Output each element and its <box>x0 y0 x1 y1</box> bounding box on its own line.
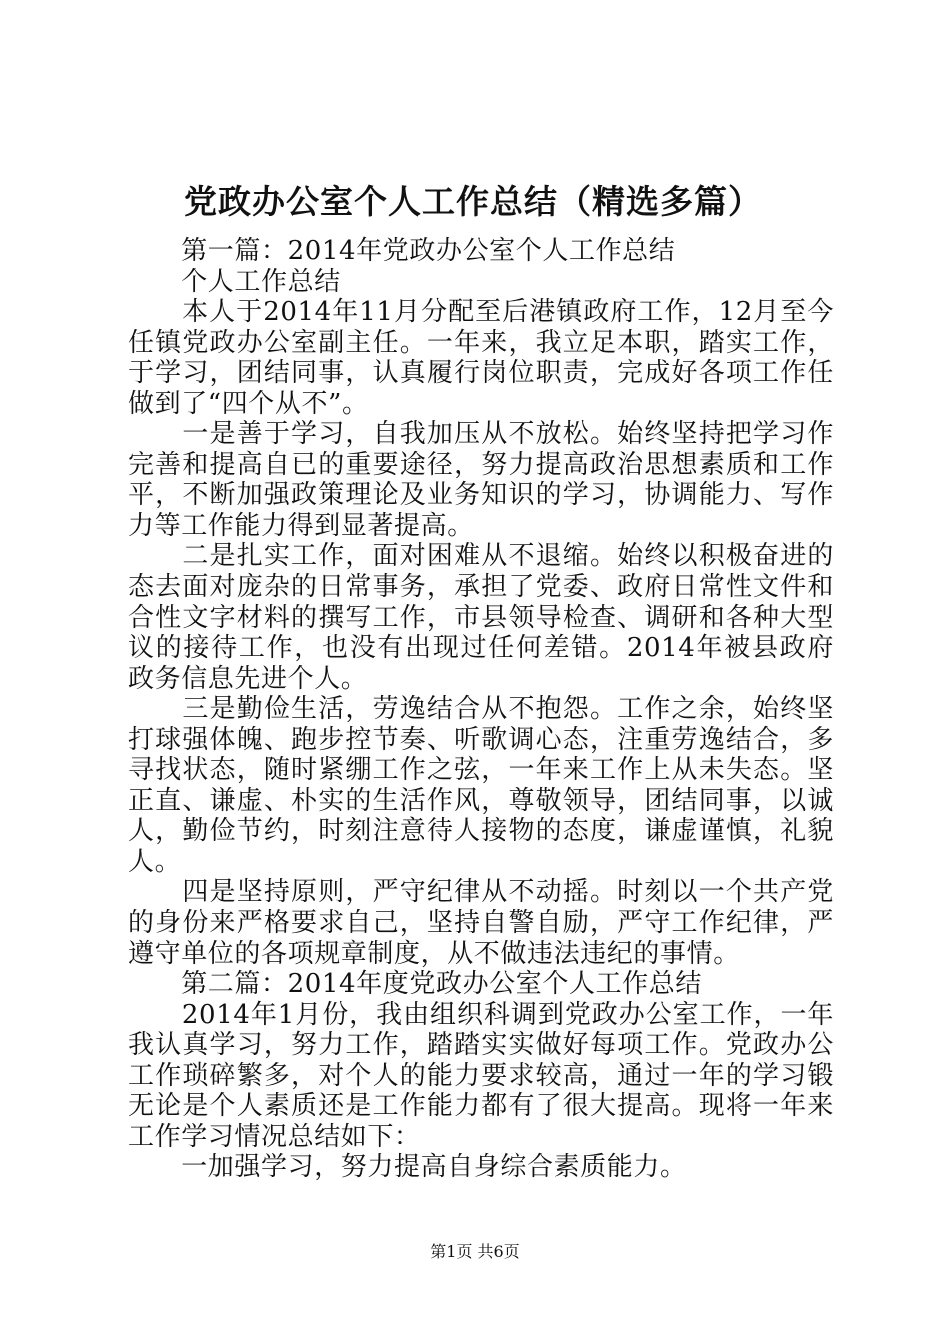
text-line: 一是善于学习，自我加压从不放松。始终坚持把学习作 <box>182 419 834 450</box>
text-line: 打球强体魄、跑步控节奏、听歌调心态，注重劳逸结合，多 <box>128 724 834 755</box>
text-line: 个人工作总结 <box>128 266 341 297</box>
text-line: 任镇党政办公室副主任。一年来，我立足本职，踏实工作， <box>128 327 834 358</box>
text-line: 态去面对庞杂的日常事务，承担了党委、政府日常性文件和 <box>128 572 834 603</box>
text-line: 合性文字材料的撰写工作，市县领导检查、调研和各种大型 <box>128 602 834 633</box>
text-line: 工作琐碎繁多，对个人的能力要求较高，通过一年的学习锻 <box>128 1060 834 1091</box>
text-line: 做到了“四个从不”。 <box>128 388 369 419</box>
text-line: 四是坚持原则，严守纪律从不动摇。时刻以一个共产党 <box>182 877 834 908</box>
text-line: 一加强学习，努力提高自身综合素质能力。 <box>128 1152 687 1183</box>
document-body <box>128 236 834 1183</box>
text-line: 寻找状态，随时紧绷工作之弦，一年来工作上从未失态。坚 <box>128 755 834 786</box>
text-line: 工作学习情况总结如下： <box>128 1121 421 1152</box>
text-line: 正直、谦虚、朴实的生活作风，尊敬领导，团结同事，以诚 <box>128 785 834 816</box>
text-line: 完善和提高自已的重要途径，努力提高政治思想素质和工作 <box>128 449 834 480</box>
text-line: 于学习，团结同事，认真履行岗位职责，完成好各项工作任 <box>128 358 834 389</box>
text-line: 人。 <box>128 846 182 877</box>
text-line: 政务信息先进个人。 <box>128 663 368 694</box>
text-line: 的身份来严格要求自己，坚持自警自励，严守工作纪律，严 <box>128 908 834 939</box>
text-line: 本人于2014年11月分配至后港镇政府工作，12月至今 <box>182 297 834 328</box>
text-line: 二是扎实工作，面对困难从不退缩。始终以积极奋进的 <box>182 541 834 572</box>
text-line: 议的接待工作，也没有出现过任何差错。2014年被县政府 <box>128 633 834 664</box>
text-line: 人，勤俭节约，时刻注意待人接物的态度，谦虚谨慎，礼貌 <box>128 816 834 847</box>
document-title: 党政办公室个人工作总结（精选多篇） <box>184 182 762 221</box>
page-footer: 第1页 共6页 <box>430 1242 520 1261</box>
text-line: 平，不断加强政策理论及业务知识的学习，协调能力、写作 <box>128 480 834 511</box>
text-line: 遵守单位的各项规章制度，从不做违法违纪的事情。 <box>128 938 740 969</box>
text-line: 第二篇：2014年度党政办公室个人工作总结 <box>128 969 702 1000</box>
text-line: 第一篇：2014年党政办公室个人工作总结 <box>128 236 676 266</box>
text-line: 无论是个人素质还是工作能力都有了很大提高。现将一年来 <box>128 1091 834 1122</box>
text-line: 三是勤俭生活，劳逸结合从不抱怨。工作之余，始终坚 <box>182 694 834 725</box>
text-line: 2014年1月份，我由组织科调到党政办公室工作，一年 <box>181 999 834 1030</box>
text-line: 我认真学习，努力工作，踏踏实实做好每项工作。党政办公 <box>128 1030 834 1061</box>
text-line: 力等工作能力得到显著提高。 <box>128 510 474 541</box>
